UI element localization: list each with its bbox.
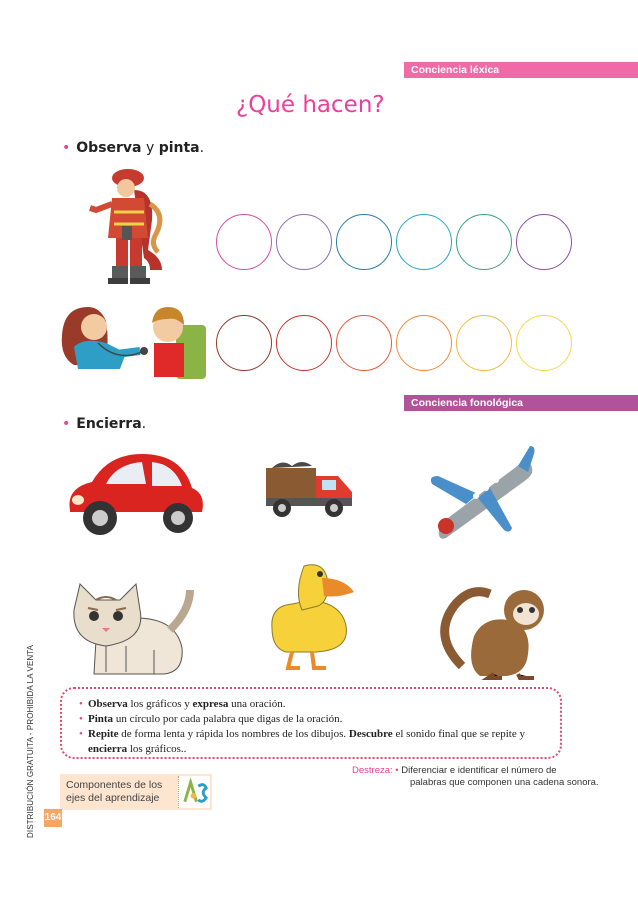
componentes-line1: Componentes de los bbox=[66, 779, 163, 791]
bullet-icon: • bbox=[395, 765, 399, 776]
paint-circle[interactable] bbox=[276, 214, 332, 270]
page-title: ¿Qué hacen? bbox=[236, 92, 385, 118]
note-item: • Pinta un círculo por cada palabra que digas de la oración. bbox=[79, 713, 343, 725]
paint-circle[interactable] bbox=[396, 315, 452, 371]
destreza-text-2: palabras que componen una cadena sonora. bbox=[410, 777, 599, 788]
paint-circle[interactable] bbox=[276, 315, 332, 371]
band-conciencia-lexica: Conciencia léxica bbox=[404, 62, 638, 78]
destreza-text-1: Diferenciar e identificar el número de bbox=[401, 765, 557, 776]
cat-icon[interactable] bbox=[66, 580, 196, 680]
paint-circle[interactable] bbox=[456, 214, 512, 270]
paint-circle[interactable] bbox=[456, 315, 512, 371]
duck-icon[interactable] bbox=[262, 556, 360, 672]
teacher-notes bbox=[60, 687, 562, 759]
paint-circle[interactable] bbox=[396, 214, 452, 270]
componentes-box bbox=[60, 774, 212, 810]
note-item: • Repite de forma lenta y rápida los nombres de los dibujos. Descubre el sonido final que se repite y encierra los gráficos.. bbox=[79, 728, 525, 755]
sidebar-notice: DISTRIBUCIÓN GRATUITA - PROHIBIDA LA VENTA bbox=[26, 644, 35, 838]
axis-logo-icon bbox=[178, 776, 210, 808]
instruction-encierra: • Encierra. bbox=[62, 416, 147, 432]
componentes-line2: ejes del aprendizaje bbox=[66, 792, 160, 804]
paint-circle[interactable] bbox=[336, 214, 392, 270]
destreza-label: Destreza: bbox=[352, 765, 393, 776]
firefighter-icon bbox=[88, 164, 170, 288]
paint-circle[interactable] bbox=[336, 315, 392, 371]
doctor-icon bbox=[58, 297, 210, 383]
bullet-icon: • bbox=[62, 416, 71, 432]
destreza bbox=[352, 765, 602, 789]
paint-circle[interactable] bbox=[216, 214, 272, 270]
band-conciencia-fonologica: Conciencia fonológica bbox=[404, 395, 638, 411]
car-icon[interactable] bbox=[60, 446, 208, 542]
page-number: 164 bbox=[44, 809, 62, 827]
instruction-observa: • Observa y pinta. bbox=[62, 140, 205, 156]
monkey-icon[interactable] bbox=[434, 576, 552, 680]
paint-circle[interactable] bbox=[216, 315, 272, 371]
paint-circle[interactable] bbox=[516, 315, 572, 371]
note-item: • Observa los gráficos y expresa una oración. bbox=[79, 698, 286, 710]
paint-circle[interactable] bbox=[516, 214, 572, 270]
truck-icon[interactable] bbox=[262, 458, 358, 522]
airplane-icon[interactable] bbox=[426, 444, 544, 540]
bullet-icon: • bbox=[62, 140, 71, 156]
